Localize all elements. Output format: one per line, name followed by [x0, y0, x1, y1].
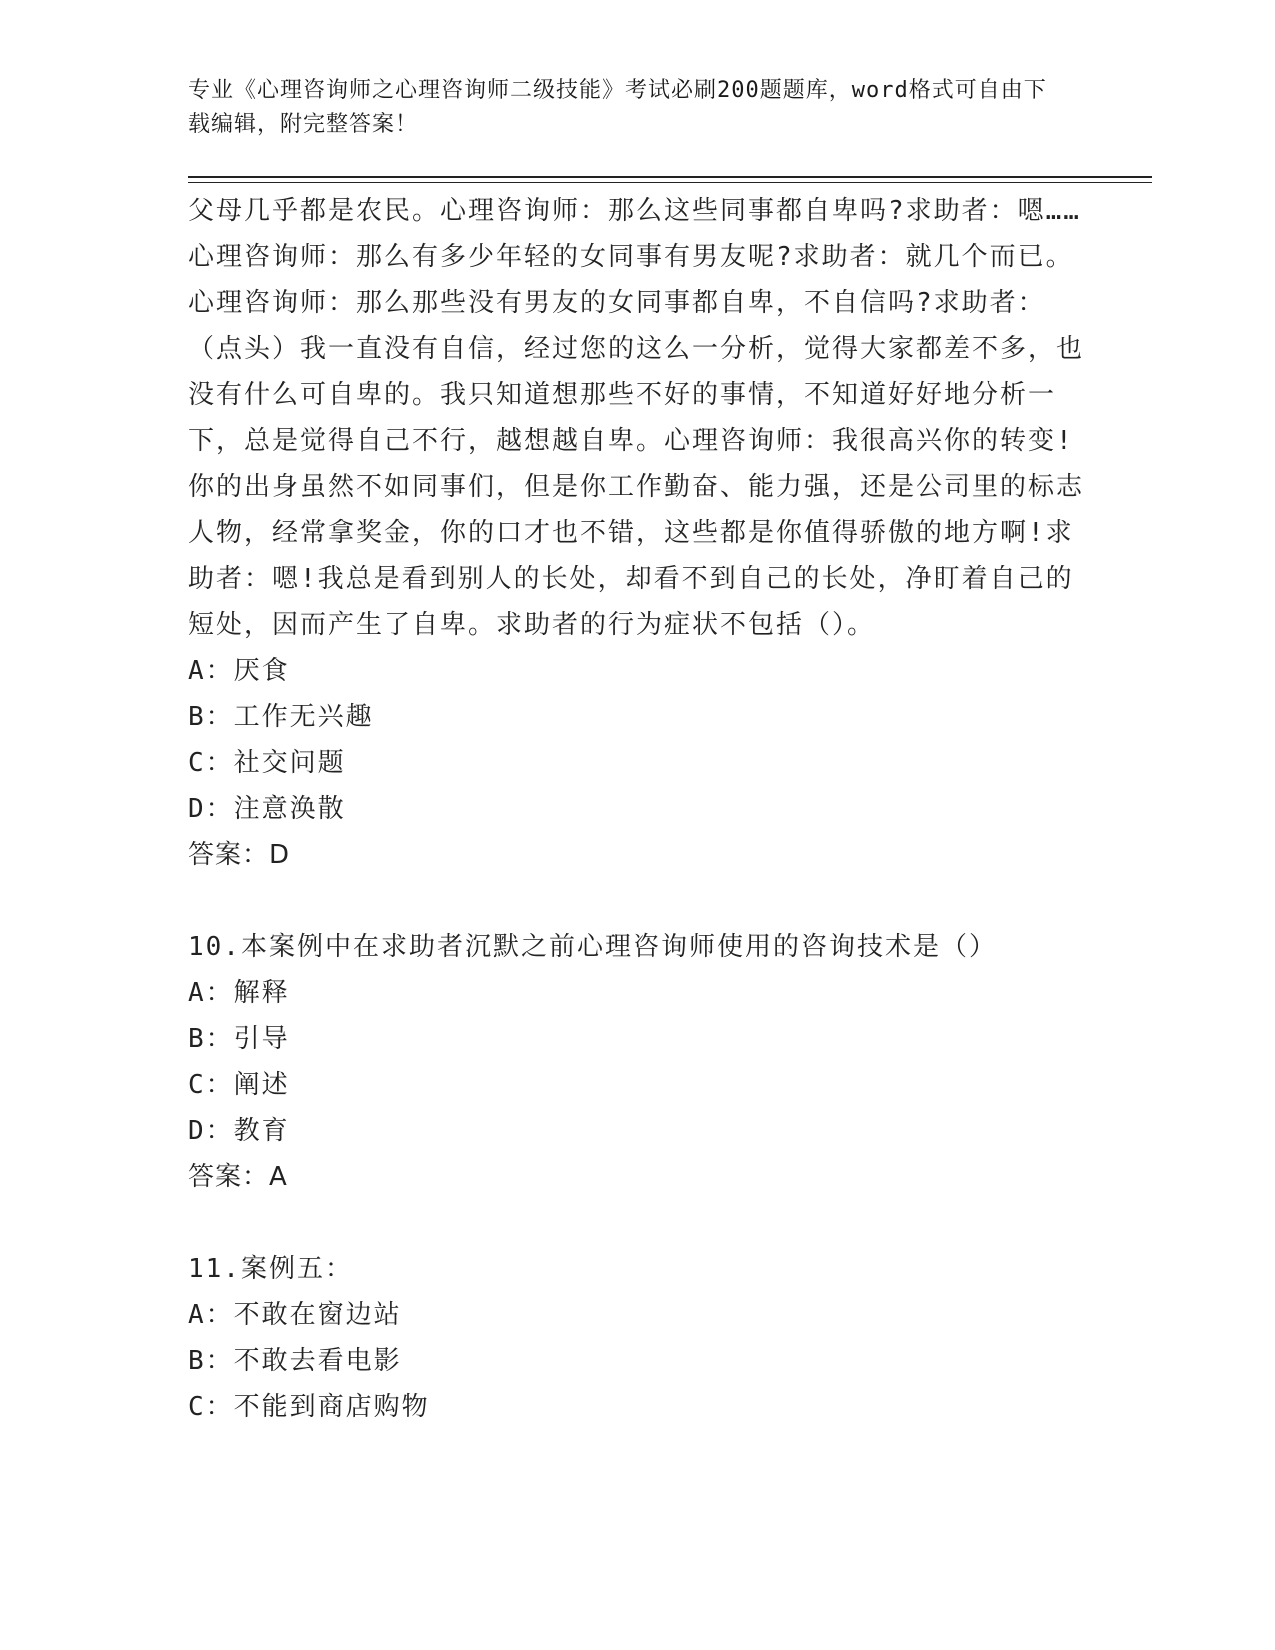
- option-b: B：工作无兴趣: [188, 702, 374, 732]
- spacer: [188, 878, 1088, 924]
- option-b: B：不敢去看电影: [188, 1346, 402, 1376]
- question-10: [188, 924, 1088, 1200]
- header-divider-thin: [188, 182, 1152, 183]
- option-a: A：解释: [188, 978, 290, 1008]
- option-d: D：教育: [188, 1116, 290, 1146]
- option-b: B：引导: [188, 1024, 290, 1054]
- question-text: 父母几乎都是农民。心理咨询师：那么这些同事都自卑吗?求助者：嗯……心理咨询师：那么有多少年轻的女同事有男友呢?求助者：就几个而已。心理咨询师：那么那些没有男友的女同事都自卑，不自信吗?求助者：（点头）我一直没有自信，经过您的这么一分析，觉得大家都差不多，也没有什么可自卑的。我只知道想那些不好的事情，不知道好好地分析一下，总是觉得自己不行，越想越自卑。心理咨询师：我很高兴你的转变!你的出身虽然不如同事们，但是你工作勤奋、能力强，还是公司里的标志人物，经常拿奖金，你的口才也不错，这些都是你值得骄傲的地方啊!求助者：嗯!我总是看到别人的长处，却看不到自己的长处，净盯着自己的短处，因而产生了自卑。求助者的行为症状不包括（）。: [188, 196, 1085, 640]
- option-c: C：社交问题: [188, 748, 346, 778]
- answer-line: 答案：D: [188, 840, 291, 870]
- question-text: 11.案例五：: [188, 1254, 353, 1284]
- answer-line: 答案：A: [188, 1162, 288, 1192]
- question-11: [188, 1246, 1088, 1430]
- option-a: A：厌食: [188, 656, 290, 686]
- option-d: D：注意涣散: [188, 794, 346, 824]
- question-9: [188, 188, 1088, 878]
- question-text: 10.本案例中在求助者沉默之前心理咨询师使用的咨询技术是（）: [188, 932, 997, 962]
- option-a: A：不敢在窗边站: [188, 1300, 402, 1330]
- spacer: [188, 1200, 1088, 1246]
- option-c: C：阐述: [188, 1070, 290, 1100]
- header-divider-thick: [188, 176, 1152, 178]
- option-c: C：不能到商店购物: [188, 1392, 430, 1422]
- document-body: [188, 188, 1088, 1430]
- document-header-title: 专业《心理咨询师之心理咨询师二级技能》考试必刷200题题库，word格式可自由下载编辑，附完整答案！: [188, 78, 1047, 137]
